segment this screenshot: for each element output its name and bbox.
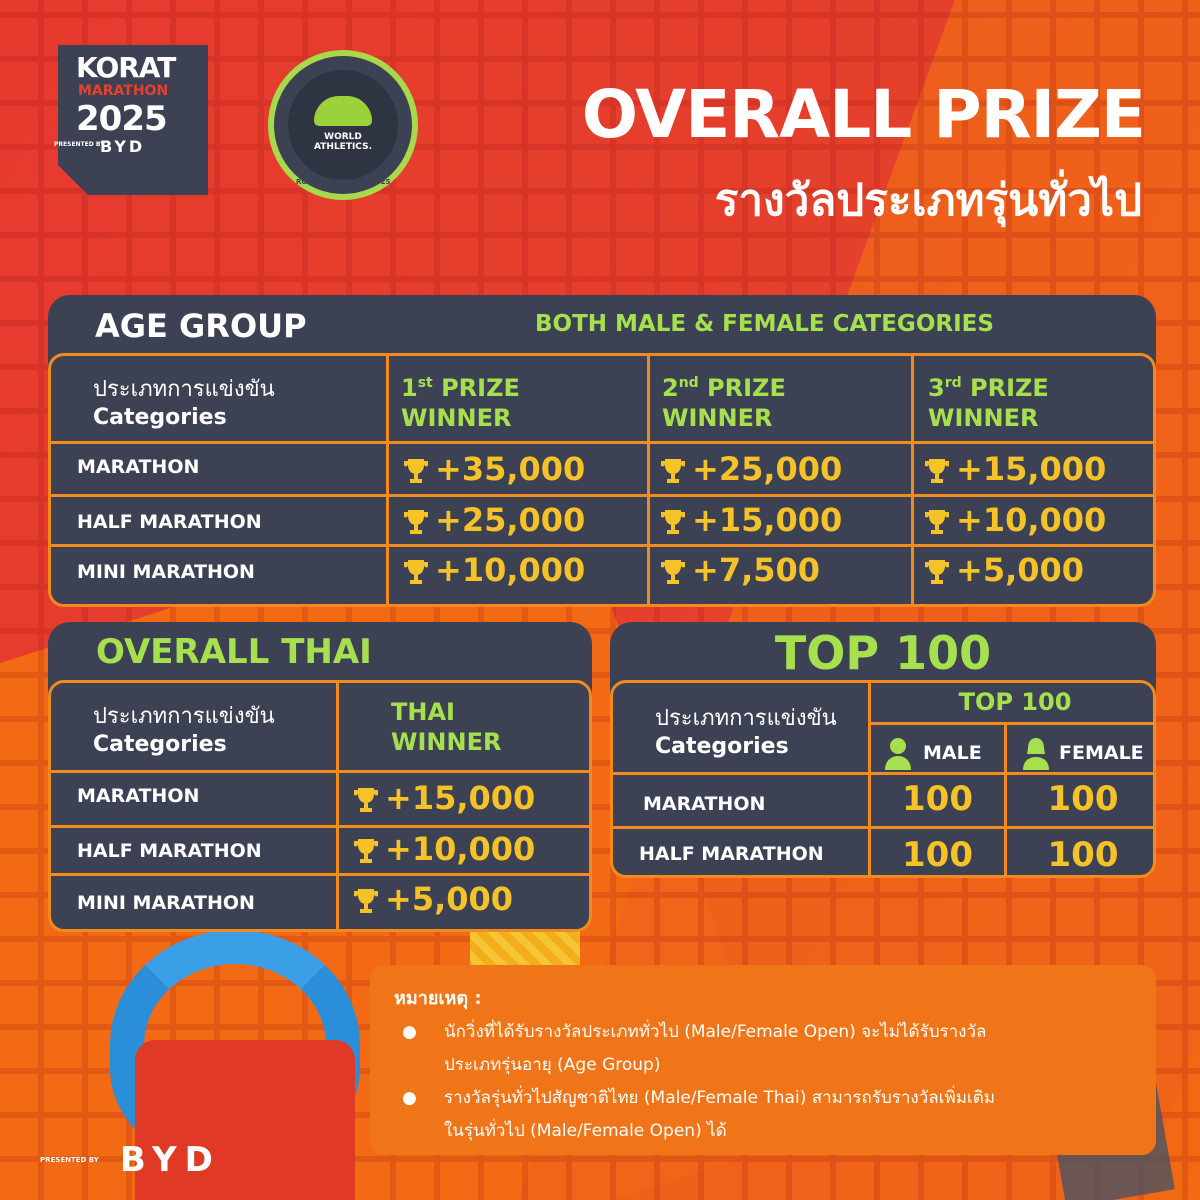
2nd-suffix: nd: [678, 375, 699, 391]
trophy-icon: [403, 455, 429, 483]
thai-header-categories: [51, 683, 339, 773]
3rd-prize-label: PRIZE: [961, 374, 1049, 402]
bullet-icon: ●: [402, 1088, 417, 1108]
female-label: FEMALE: [1059, 741, 1144, 764]
top100-row-label: MARATHON: [613, 775, 871, 829]
prize-amount: +10,000: [385, 830, 536, 868]
note-title: หมายเหตุ :: [394, 988, 482, 1009]
categories-label: Categories: [93, 732, 227, 757]
logo-year-text: 2025: [76, 99, 167, 139]
trophy-icon: [403, 556, 429, 584]
overall-thai-panel: [48, 622, 592, 932]
2nd-number: 2: [662, 374, 679, 402]
trophy-icon: [924, 556, 950, 584]
trophy-icon: [403, 506, 429, 534]
3rd-number: 3: [928, 374, 945, 402]
2nd-winner-label: WINNER: [662, 404, 773, 432]
top100-header-categories: [613, 683, 871, 775]
1st-suffix: st: [417, 375, 433, 391]
age-group-heading: AGE GROUP: [95, 307, 307, 345]
logo-korat-text: KORAT: [76, 51, 176, 84]
top100-panel: [610, 622, 1156, 878]
prize-amount: +25,000: [435, 501, 586, 539]
categories-label: Categories: [655, 734, 789, 759]
age-group-panel: [48, 295, 1156, 607]
page-title: OVERALL PRIZE: [581, 76, 1145, 153]
thai-header-winner: [339, 683, 592, 773]
age-header-2nd: [650, 356, 914, 444]
age-prize-cell: [389, 497, 650, 547]
wa-name-text: WORLD ATHLETICS.: [314, 132, 372, 152]
note-item-line: ในรุ่นทั่วไป (Male/Female Open) ได้: [444, 1121, 727, 1141]
note-item-line: รางวัลรุ่นทั่วไปสัญชาติไทย (Male/Female Thai) สามารถรับรางวัลเพิ่มเติม: [444, 1088, 995, 1108]
trophy-icon: [660, 455, 686, 483]
female-count: 100: [1047, 835, 1119, 875]
age-row-label: MARATHON: [51, 444, 389, 497]
3rd-winner-label: WINNER: [928, 404, 1039, 432]
prize-amount: +5,000: [956, 551, 1085, 589]
age-prize-cell: [650, 547, 914, 607]
trophy-icon: [660, 556, 686, 584]
trophy-icon: [353, 885, 379, 913]
categories-thai-label: ประเภทการแข่งขัน: [93, 704, 275, 729]
wa-label-text: ROAD RACE LABEL 2025: [296, 178, 391, 186]
prize-amount: +10,000: [956, 501, 1107, 539]
prize-amount: +15,000: [385, 779, 536, 817]
top100-row-label: HALF MARATHON: [613, 829, 871, 878]
thai-label: THAI: [391, 698, 455, 726]
trophy-icon: [353, 835, 379, 863]
winner-label: WINNER: [391, 728, 502, 756]
sponsor-presented-text: PRESENTED BY: [40, 1156, 99, 1164]
top100-group-header: [871, 683, 1156, 725]
world-athletics-logo: [268, 50, 418, 200]
categories-thai-label: ประเภทการแข่งขัน: [655, 706, 837, 731]
top100-group-label: TOP 100: [958, 688, 1072, 716]
age-prize-cell: [914, 497, 1156, 547]
prize-amount: +10,000: [435, 551, 586, 589]
age-header-categories: [51, 356, 389, 444]
age-group-subheading: BOTH MALE & FEMALE CATEGORIES: [535, 311, 994, 337]
male-count: 100: [871, 829, 1007, 878]
2nd-prize-label: PRIZE: [698, 374, 786, 402]
age-row-label: MINI MARATHON: [51, 547, 389, 607]
male-header: [871, 725, 1007, 775]
prize-amount: +35,000: [435, 450, 586, 488]
female-count: 100: [1007, 775, 1156, 829]
logo-presented-text: PRESENTED BY: [54, 141, 105, 148]
overall-thai-heading: OVERALL THAI: [96, 632, 372, 672]
note-item-line: นักวิ่งที่ได้รับรางวัลประเภททั่วไป (Male/Female Open) จะไม่ได้รับรางวัล: [444, 1022, 987, 1042]
age-prize-cell: [389, 444, 650, 497]
wa-inner-circle: [288, 70, 398, 180]
categories-thai-label: ประเภทการแข่งขัน: [93, 377, 275, 402]
1st-winner-label: WINNER: [401, 404, 512, 432]
age-header-1st: [389, 356, 650, 444]
logo-marathon-text: MARATHON: [78, 83, 169, 99]
prize-amount: +25,000: [692, 450, 843, 488]
thai-row-label: MINI MARATHON: [51, 876, 339, 932]
categories-label: Categories: [93, 405, 227, 430]
top100-table: [610, 680, 1156, 878]
trophy-icon: [924, 455, 950, 483]
age-row-label: HALF MARATHON: [51, 497, 389, 547]
prize-amount: +7,500: [692, 551, 821, 589]
age-prize-cell: [914, 547, 1156, 607]
sponsor-logo: [40, 1140, 221, 1180]
bullet-icon: ●: [402, 1022, 417, 1042]
1st-number: 1: [401, 374, 418, 402]
trophy-icon: [353, 784, 379, 812]
note-box: [370, 965, 1156, 1155]
male-label: MALE: [923, 741, 982, 764]
prize-amount: +15,000: [692, 501, 843, 539]
prize-amount: +5,000: [385, 880, 514, 918]
age-header-3rd: [914, 356, 1156, 444]
trophy-icon: [924, 506, 950, 534]
wa-emblem-icon: [314, 96, 372, 126]
note-item-line: ประเภทรุ่นอายุ (Age Group): [444, 1055, 661, 1075]
trophy-icon: [660, 506, 686, 534]
male-person-icon: [883, 736, 913, 770]
3rd-suffix: rd: [944, 375, 962, 391]
page-title-thai: รางวัลประเภทรุ่นทั่วไป: [714, 175, 1142, 226]
male-count: 100: [871, 775, 1007, 829]
korat-marathon-logo: [50, 45, 210, 195]
thai-row-label: MARATHON: [51, 773, 339, 828]
note-item: [394, 1082, 1132, 1148]
thai-row-label: HALF MARATHON: [51, 828, 339, 876]
thai-prize-cell: [339, 876, 592, 932]
age-group-table: [48, 353, 1156, 607]
prize-amount: +15,000: [956, 450, 1107, 488]
female-header: [1007, 725, 1156, 775]
note-item: [394, 1016, 1132, 1082]
logo-byd-text: BYD: [100, 137, 146, 156]
age-prize-cell: [389, 547, 650, 607]
female-person-icon: [1021, 736, 1051, 770]
age-prize-cell: [650, 444, 914, 497]
age-prize-cell: [650, 497, 914, 547]
top100-heading: TOP 100: [774, 626, 992, 680]
byd-logo-text: BYD: [119, 1140, 221, 1180]
thai-prize-cell: [339, 828, 592, 876]
overall-thai-table: [48, 680, 592, 932]
1st-prize-label: PRIZE: [432, 374, 520, 402]
age-prize-cell: [914, 444, 1156, 497]
thai-prize-cell: [339, 773, 592, 828]
